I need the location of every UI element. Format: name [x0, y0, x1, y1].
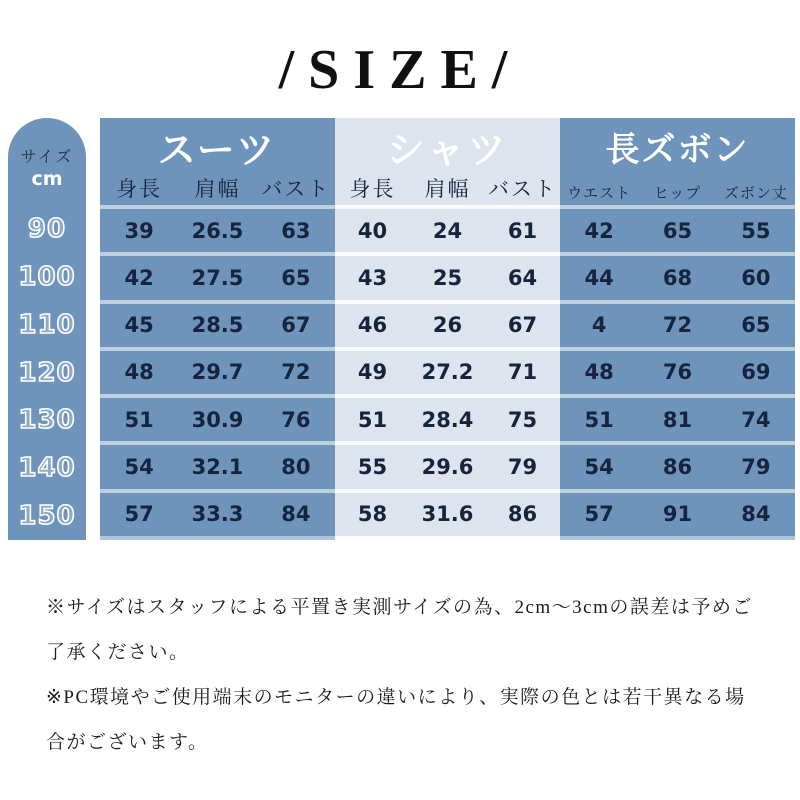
cell: 65 — [281, 265, 311, 290]
column-header-height: 身長 — [349, 177, 396, 201]
size-row-label: 130 — [18, 405, 76, 436]
size-chart — [0, 118, 800, 540]
cell: 74 — [741, 407, 771, 432]
pants-column-headers — [560, 175, 795, 205]
cell: 57 — [124, 502, 154, 527]
cell: 28.4 — [421, 407, 474, 432]
size-column-label: サイズ — [20, 149, 74, 166]
table-row — [560, 252, 795, 299]
column-header-pants-length: ズボン丈 — [723, 186, 788, 202]
table-row — [100, 347, 335, 394]
cell: 46 — [357, 313, 388, 338]
table-row — [335, 300, 560, 347]
pants-group-title: 長ズボン — [605, 130, 750, 170]
cell: 63 — [281, 218, 311, 243]
table-row — [100, 489, 335, 536]
cell: 81 — [662, 407, 693, 432]
table-row — [100, 205, 335, 252]
column-header-hip: ヒップ — [653, 186, 702, 202]
cell: 61 — [507, 218, 538, 243]
cell: 27.2 — [421, 360, 474, 385]
page-title: /SIZE/ — [278, 39, 522, 101]
column-header-shoulder: 肩幅 — [424, 177, 471, 201]
cell: 33.3 — [191, 502, 244, 527]
cell: 48 — [124, 360, 154, 385]
column-header-shoulder: 肩幅 — [194, 177, 241, 201]
shirt-group-title: シャツ — [386, 128, 509, 172]
cell: 79 — [741, 455, 771, 480]
column-header-height: 身長 — [116, 177, 163, 201]
table-row — [560, 205, 795, 252]
cell: 67 — [507, 313, 538, 338]
cell: 25 — [432, 265, 463, 290]
cell: 55 — [741, 218, 771, 243]
size-row-label: 90 — [27, 213, 67, 244]
cell: 55 — [357, 455, 388, 480]
footnotes — [46, 585, 766, 765]
pants-rows — [560, 205, 795, 540]
cell: 26.5 — [191, 218, 244, 243]
cell: 44 — [584, 265, 614, 290]
cell: 31.6 — [421, 502, 474, 527]
size-row-label: 140 — [18, 453, 76, 484]
cell: 79 — [507, 455, 538, 480]
cell: 42 — [124, 265, 154, 290]
cell: 29.7 — [191, 360, 244, 385]
size-row-labels — [8, 205, 86, 540]
table-row — [100, 441, 335, 488]
cell: 65 — [662, 218, 693, 243]
table-row — [335, 489, 560, 536]
cell: 39 — [124, 218, 154, 243]
column-header-waist: ウエスト — [567, 186, 632, 202]
cell: 51 — [584, 407, 614, 432]
cell: 64 — [507, 265, 538, 290]
table-row — [100, 300, 335, 347]
table-row — [560, 300, 795, 347]
cell: 45 — [124, 313, 154, 338]
cell: 75 — [507, 407, 538, 432]
suit-group — [100, 118, 335, 540]
cell: 72 — [662, 313, 693, 338]
cell: 57 — [584, 502, 614, 527]
cell: 67 — [281, 313, 311, 338]
pants-group — [560, 118, 795, 540]
cell: 91 — [662, 502, 693, 527]
cell: 42 — [584, 218, 614, 243]
table-row — [100, 394, 335, 441]
note-color-difference: ※PC環境やご使用端末のモニターの違いにより、実際の色とは若干異なる場合がございます。 — [46, 687, 746, 753]
cell: 86 — [662, 455, 693, 480]
table-row — [335, 252, 560, 299]
cell: 68 — [662, 265, 693, 290]
cell: 30.9 — [191, 407, 244, 432]
shirt-group — [335, 118, 560, 540]
cell: 43 — [357, 265, 388, 290]
table-row — [560, 394, 795, 441]
table-row — [560, 441, 795, 488]
cell: 76 — [662, 360, 693, 385]
table-row — [560, 489, 795, 536]
cell: 29.6 — [421, 455, 474, 480]
cell: 84 — [741, 502, 771, 527]
cell: 60 — [741, 265, 771, 290]
shirt-rows — [335, 205, 560, 540]
table-row — [335, 205, 560, 252]
cell: 27.5 — [191, 265, 244, 290]
cell: 26 — [432, 313, 463, 338]
size-column — [8, 118, 86, 540]
cell: 71 — [507, 360, 538, 385]
cell: 58 — [357, 502, 388, 527]
cell: 4 — [591, 313, 607, 338]
size-row-label: 150 — [18, 501, 76, 532]
table-row — [100, 252, 335, 299]
table-row — [335, 441, 560, 488]
cell: 69 — [741, 360, 771, 385]
cell: 65 — [741, 313, 771, 338]
cell: 49 — [357, 360, 388, 385]
cell: 54 — [124, 455, 154, 480]
size-row-label: 100 — [18, 261, 76, 292]
column-header-bust: バスト — [261, 177, 331, 201]
table-row — [335, 347, 560, 394]
column-header-bust: バスト — [488, 177, 557, 201]
table-row — [560, 347, 795, 394]
cell: 40 — [357, 218, 388, 243]
cell: 32.1 — [191, 455, 244, 480]
cell: 24 — [432, 218, 463, 243]
cell: 51 — [124, 407, 154, 432]
measurement-groups — [100, 118, 795, 540]
size-row-label: 110 — [18, 309, 76, 340]
size-row-label: 120 — [18, 357, 76, 388]
note-measurement-tolerance: ※サイズはスタッフによる平置き実測サイズの為、2cm〜3cmの誤差は予めご了承ください。 — [46, 597, 753, 663]
suit-group-title: スーツ — [157, 128, 278, 172]
suit-rows — [100, 205, 335, 540]
cell: 51 — [357, 407, 388, 432]
size-column-header — [8, 118, 86, 205]
cell: 54 — [584, 455, 614, 480]
cell: 28.5 — [191, 313, 244, 338]
cell: 76 — [281, 407, 311, 432]
cell: 72 — [281, 360, 311, 385]
size-column-unit: cm — [31, 168, 63, 190]
cell: 86 — [507, 502, 538, 527]
table-row — [335, 394, 560, 441]
shirt-column-headers — [335, 175, 560, 205]
cell: 48 — [584, 360, 614, 385]
suit-column-headers — [100, 175, 335, 205]
cell: 80 — [281, 455, 311, 480]
cell: 84 — [281, 502, 311, 527]
